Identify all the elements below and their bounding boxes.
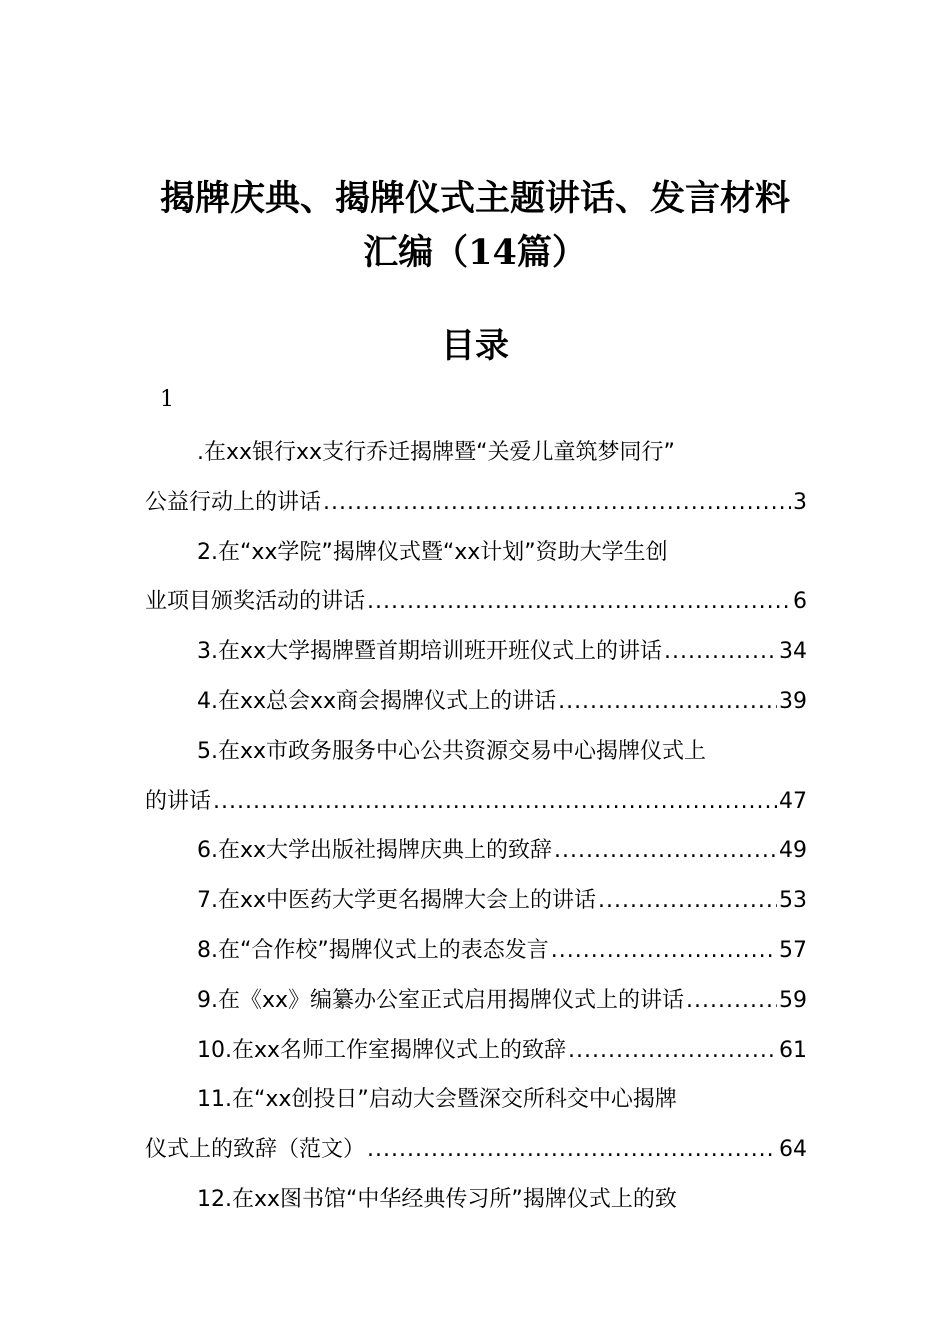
toc-entry[interactable]	[145, 926, 807, 976]
toc-entry-line	[145, 478, 807, 528]
toc-entry-line	[145, 777, 807, 827]
toc-entry[interactable]	[145, 1175, 807, 1225]
toc-entry-title: 12.在xx图书馆“中华经典传习所”揭牌仪式上的致	[197, 1186, 677, 1212]
toc-dot-leader	[568, 1026, 777, 1076]
toc-entry-line	[145, 976, 807, 1026]
page-marker: 1	[160, 387, 174, 412]
toc-entry[interactable]	[145, 1075, 807, 1175]
toc-page-number: 6	[793, 589, 807, 615]
toc-dot-leader	[551, 926, 777, 976]
toc-dot-leader	[323, 478, 791, 528]
toc-dot-leader	[554, 826, 777, 876]
toc-entry-line	[145, 577, 807, 627]
toc-dot-leader	[598, 876, 777, 926]
toc-page-number: 59	[779, 987, 807, 1013]
toc-entry-title: .在xx银行xx支行乔迁揭牌暨“关爱儿童筑梦同行”	[197, 440, 675, 465]
toc-entry-title: 6.在xx大学出版社揭牌庆典上的致辞	[197, 838, 553, 864]
toc-entry-line	[145, 1175, 807, 1225]
toc-entry-line	[145, 528, 807, 578]
toc-entry[interactable]	[145, 876, 807, 926]
toc-entry-line	[145, 1075, 807, 1125]
toc-heading: 目录	[441, 326, 509, 366]
toc-page-number: 61	[779, 1037, 807, 1063]
toc-page-number: 49	[779, 838, 807, 864]
toc-entry-line	[145, 826, 807, 876]
toc-page-number: 3	[793, 489, 807, 515]
toc-dot-leader	[367, 577, 791, 627]
toc-dot-leader	[213, 777, 777, 827]
toc-entry-title: 3.在xx大学揭牌暨首期培训班开班仪式上的讲话	[197, 639, 663, 665]
toc-entry-line	[145, 627, 807, 677]
toc-entry[interactable]	[145, 826, 807, 876]
toc-entry-title-continued: 仪式上的致辞（范文）	[145, 1137, 366, 1163]
toc-dot-leader	[686, 976, 777, 1026]
toc-entry-title-continued: 公益行动上的讲话	[145, 489, 322, 515]
toc-page-number: 64	[779, 1137, 807, 1163]
toc-page-number: 53	[779, 888, 807, 914]
toc-dot-leader	[367, 1125, 777, 1175]
toc-page-number: 34	[779, 639, 807, 665]
toc-entry-title: 8.在“合作校”揭牌仪式上的表态发言	[197, 937, 549, 963]
toc-entry-line	[145, 1125, 807, 1175]
toc-entry-title: 10.在xx名师工作室揭牌仪式上的致辞	[197, 1037, 567, 1063]
toc-entry[interactable]	[145, 528, 807, 628]
toc-entry-line	[145, 926, 807, 976]
toc-entry-title: 7.在xx中医药大学更名揭牌大会上的讲话	[197, 888, 597, 914]
document-title-line-1: 揭牌庆典、揭牌仪式主题讲话、发言材料	[159, 178, 790, 219]
toc-page-number: 47	[779, 788, 807, 814]
toc-entry-line	[145, 876, 807, 926]
toc-entry-title: 2.在“xx学院”揭牌仪式暨“xx计划”资助大学生创	[197, 539, 668, 565]
toc-entry[interactable]	[145, 677, 807, 727]
toc-entry-title: 9.在《xx》编纂办公室正式启用揭牌仪式上的讲话	[197, 987, 685, 1013]
toc-page-number: 57	[779, 937, 807, 963]
toc-dot-leader	[558, 677, 777, 727]
toc-entry[interactable]	[145, 428, 807, 528]
document-title-line-2: 汇编（14篇）	[363, 232, 587, 273]
toc-entry[interactable]	[145, 627, 807, 677]
toc-entry-title: 4.在xx总会xx商会揭牌仪式上的讲话	[197, 688, 557, 714]
toc-entry-line	[145, 1026, 807, 1076]
table-of-contents	[145, 428, 807, 1225]
toc-page-number: 39	[779, 688, 807, 714]
toc-entry-title-continued: 的讲话	[145, 788, 212, 814]
toc-entry[interactable]	[145, 1026, 807, 1076]
toc-entry-line	[145, 727, 807, 777]
toc-entry-title: 11.在“xx创投日”启动大会暨深交所科交中心揭牌	[197, 1087, 677, 1113]
toc-entry-line	[145, 428, 807, 478]
toc-entry-title-continued: 业项目颁奖活动的讲话	[145, 589, 366, 615]
toc-dot-leader	[664, 627, 777, 677]
toc-entry-title: 5.在xx市政务服务中心公共资源交易中心揭牌仪式上	[197, 738, 707, 764]
toc-entry[interactable]	[145, 976, 807, 1026]
toc-entry-line	[145, 677, 807, 727]
toc-entry[interactable]	[145, 727, 807, 827]
